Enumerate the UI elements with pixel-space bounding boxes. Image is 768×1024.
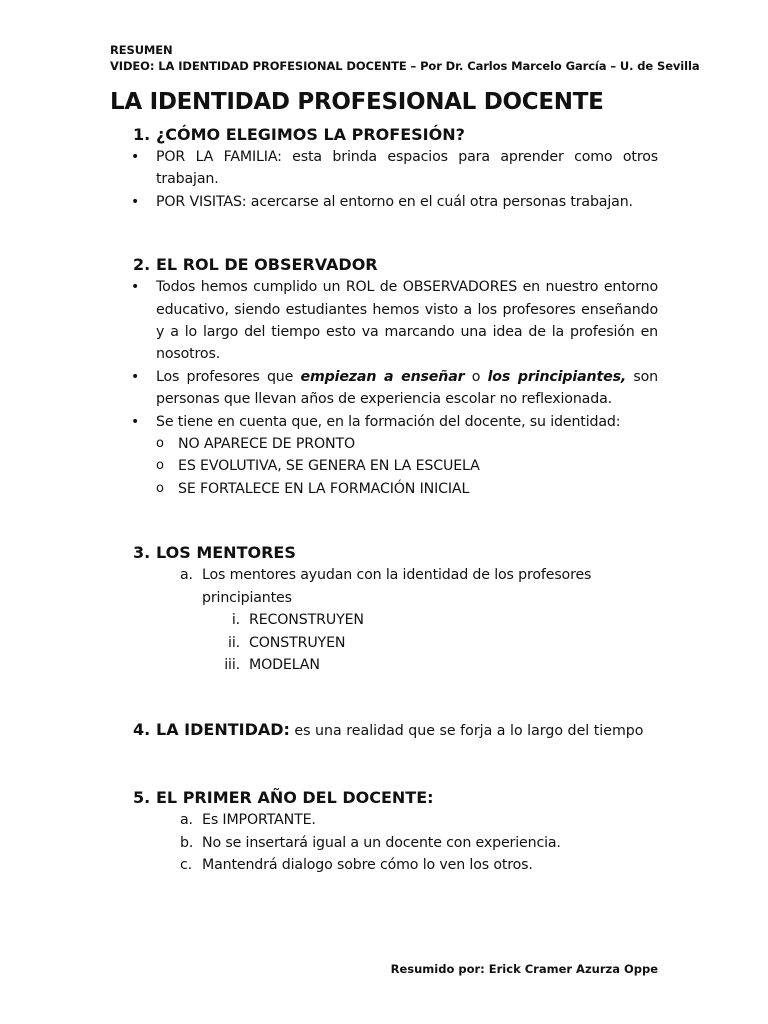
header-video-line: VIDEO: LA IDENTIDAD PROFESIONAL DOCENTE – Por Dr. Carlos Marcelo García – U. de Sevilla <box>110 59 700 73</box>
section-title: LA IDENTIDAD: <box>156 720 290 740</box>
section-1-heading <box>110 124 658 146</box>
lettered-list <box>110 564 658 609</box>
list-item <box>110 366 658 411</box>
list-marker: a. <box>180 567 193 584</box>
bullet-list <box>110 146 658 213</box>
header-label: RESUMEN <box>110 43 173 57</box>
list-item <box>110 632 658 654</box>
section-4-heading <box>110 719 658 742</box>
lettered-list <box>110 809 658 876</box>
section-title: EL ROL DE OBSERVADOR <box>156 255 378 275</box>
list-item: • POR VISITAS: acercarse al entorno en el cuál otra personas trabajan. <box>110 191 658 213</box>
list-item-text: No se insertará igual a un docente con experiencia. <box>202 834 561 851</box>
list-item <box>110 654 658 676</box>
list-marker: iii. <box>224 656 240 673</box>
list-marker: b. <box>180 834 194 851</box>
list-item-text: MODELAN <box>249 656 320 673</box>
sub-list-item: o ES EVOLUTIVA, SE GENERA EN LA ESCUELA <box>110 455 658 477</box>
list-item-text: RECONSTRUYEN <box>249 612 364 629</box>
document-page <box>110 42 700 877</box>
list-marker: a. <box>180 812 193 829</box>
list-marker: ii. <box>228 634 240 651</box>
roman-list <box>110 609 658 676</box>
section-3 <box>110 542 658 676</box>
emphasis-text: empiezan a enseñar <box>300 368 465 385</box>
section-5-heading <box>110 787 658 809</box>
list-item: • Se tiene en cuenta que, en la formación del docente, su identidad: <box>110 411 658 433</box>
section-4 <box>110 719 658 742</box>
section-title: EL PRIMER AÑO DEL DOCENTE: <box>156 788 434 808</box>
list-item-text: Mantendrá dialogo sobre cómo lo ven los otros. <box>202 857 533 874</box>
list-item <box>110 809 658 831</box>
page-title: LA IDENTIDAD PROFESIONAL DOCENTE <box>110 89 604 115</box>
section-3-heading <box>110 542 658 564</box>
list-item: • Todos hemos cumplido un ROL de OBSERVADORES en nuestro entorno educativo, siendo estudiantes hemos visto a los profesores enseñando y a lo largo del tiempo esto va marcando una idea de la profesión en nosotros. <box>110 276 658 366</box>
emphasis-text: los principiantes, <box>487 368 627 385</box>
section-5 <box>110 787 658 876</box>
section-number: 3. <box>133 543 151 563</box>
list-item <box>110 854 658 876</box>
section-title: ¿CÓMO ELEGIMOS LA PROFESIÓN? <box>156 125 465 144</box>
text-run: son personas que llevan años de experiencia escolar no reflexionada. <box>156 368 658 408</box>
list-item: • POR LA FAMILIA: esta brinda espacios para aprender como otros trabajan. <box>110 146 658 191</box>
bullet-list <box>110 276 658 433</box>
list-item <box>110 609 658 631</box>
section-text: es una realidad que se forja a lo largo del tiempo <box>289 723 644 740</box>
section-number: 1. <box>133 125 151 144</box>
list-item <box>110 564 658 609</box>
text-run: Los profesores que <box>156 368 301 385</box>
section-number: 2. <box>133 255 151 275</box>
list-item-text: Es IMPORTANTE. <box>202 812 316 829</box>
list-item-text: CONSTRUYEN <box>249 634 346 651</box>
section-1 <box>110 124 658 213</box>
sub-list <box>110 433 658 500</box>
sub-list-item: o NO APARECE DE PRONTO <box>110 433 658 455</box>
list-item <box>110 832 658 854</box>
section-number: 5. <box>133 788 151 808</box>
section-2-heading <box>110 254 658 276</box>
text-run: o <box>464 368 488 385</box>
section-number: 4. <box>133 720 151 740</box>
list-marker: c. <box>180 857 193 874</box>
list-item-text: Los mentores ayudan con la identidad de los profesores principiantes <box>202 567 592 606</box>
section-title: LOS MENTORES <box>156 543 296 563</box>
section-2 <box>110 254 658 500</box>
author-footer: Resumido por: Erick Cramer Azurza Oppe <box>390 962 658 976</box>
list-marker: i. <box>231 612 240 629</box>
sub-list-item: o SE FORTALECE EN LA FORMACIÓN INICIAL <box>110 478 658 500</box>
